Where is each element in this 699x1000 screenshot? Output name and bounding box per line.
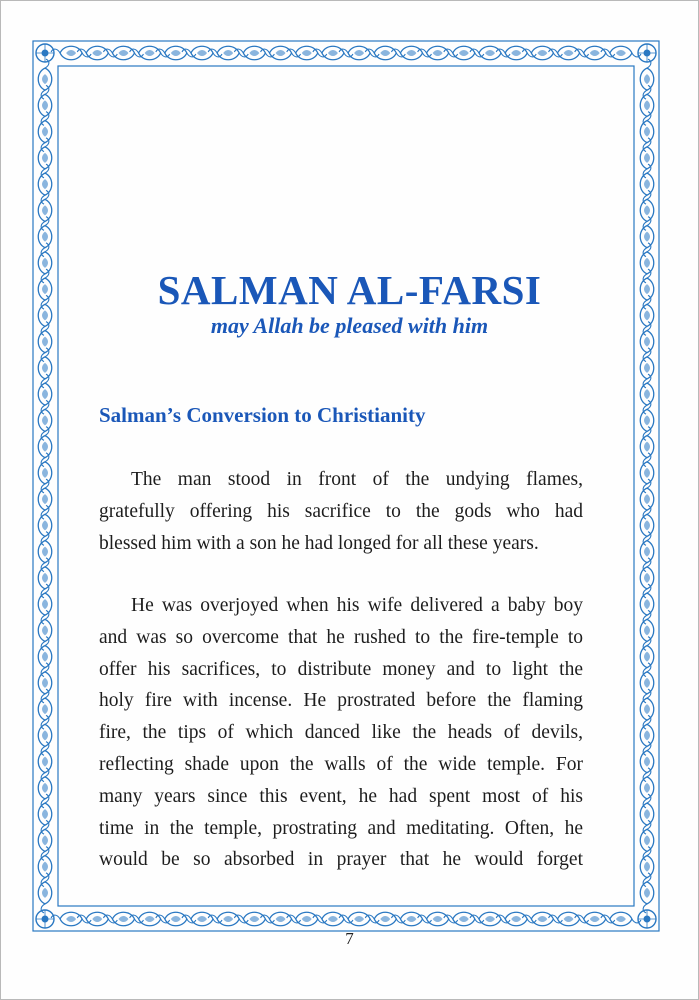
paragraph-line: The man stood in front of the undying flames, (131, 469, 583, 490)
paragraph-line: blessed him with a son he had longed for all these years. (99, 532, 539, 554)
paragraph-line: time in the temple, prostrating and meditating. Often, he (99, 817, 583, 839)
paragraph-line: fire, the tips of which danced like the heads of devils, (99, 722, 583, 744)
paragraph-line: He was overjoyed when his wife delivered a baby boy (131, 595, 583, 616)
page-title: SALMAN AL-FARSI (157, 267, 542, 313)
paragraph-line: many years since this event, he had spent most of his (99, 785, 583, 807)
paragraph-line: offer his sacrifices, to distribute money and to light the (99, 658, 583, 680)
paragraph-line: holy fire with incense. He prostrated before the flaming (99, 690, 583, 712)
paragraph-line: would be so absorbed in prayer that he would forget (99, 849, 583, 871)
page-number: 7 (345, 929, 354, 948)
paragraph-1 (99, 464, 583, 559)
paragraph-2 (99, 590, 583, 876)
paragraph-line: and was so overcome that he rushed to the fire-temple to (99, 626, 583, 648)
section-heading: Salman’s Conversion to Christianity (99, 403, 426, 427)
paragraph-line: reflecting shade upon the walls of the wide temple. For (99, 753, 583, 775)
paragraph-line: gratefully offering his sacrifice to the gods who had (99, 500, 583, 522)
page-subtitle: may Allah be pleased with him (210, 313, 489, 338)
